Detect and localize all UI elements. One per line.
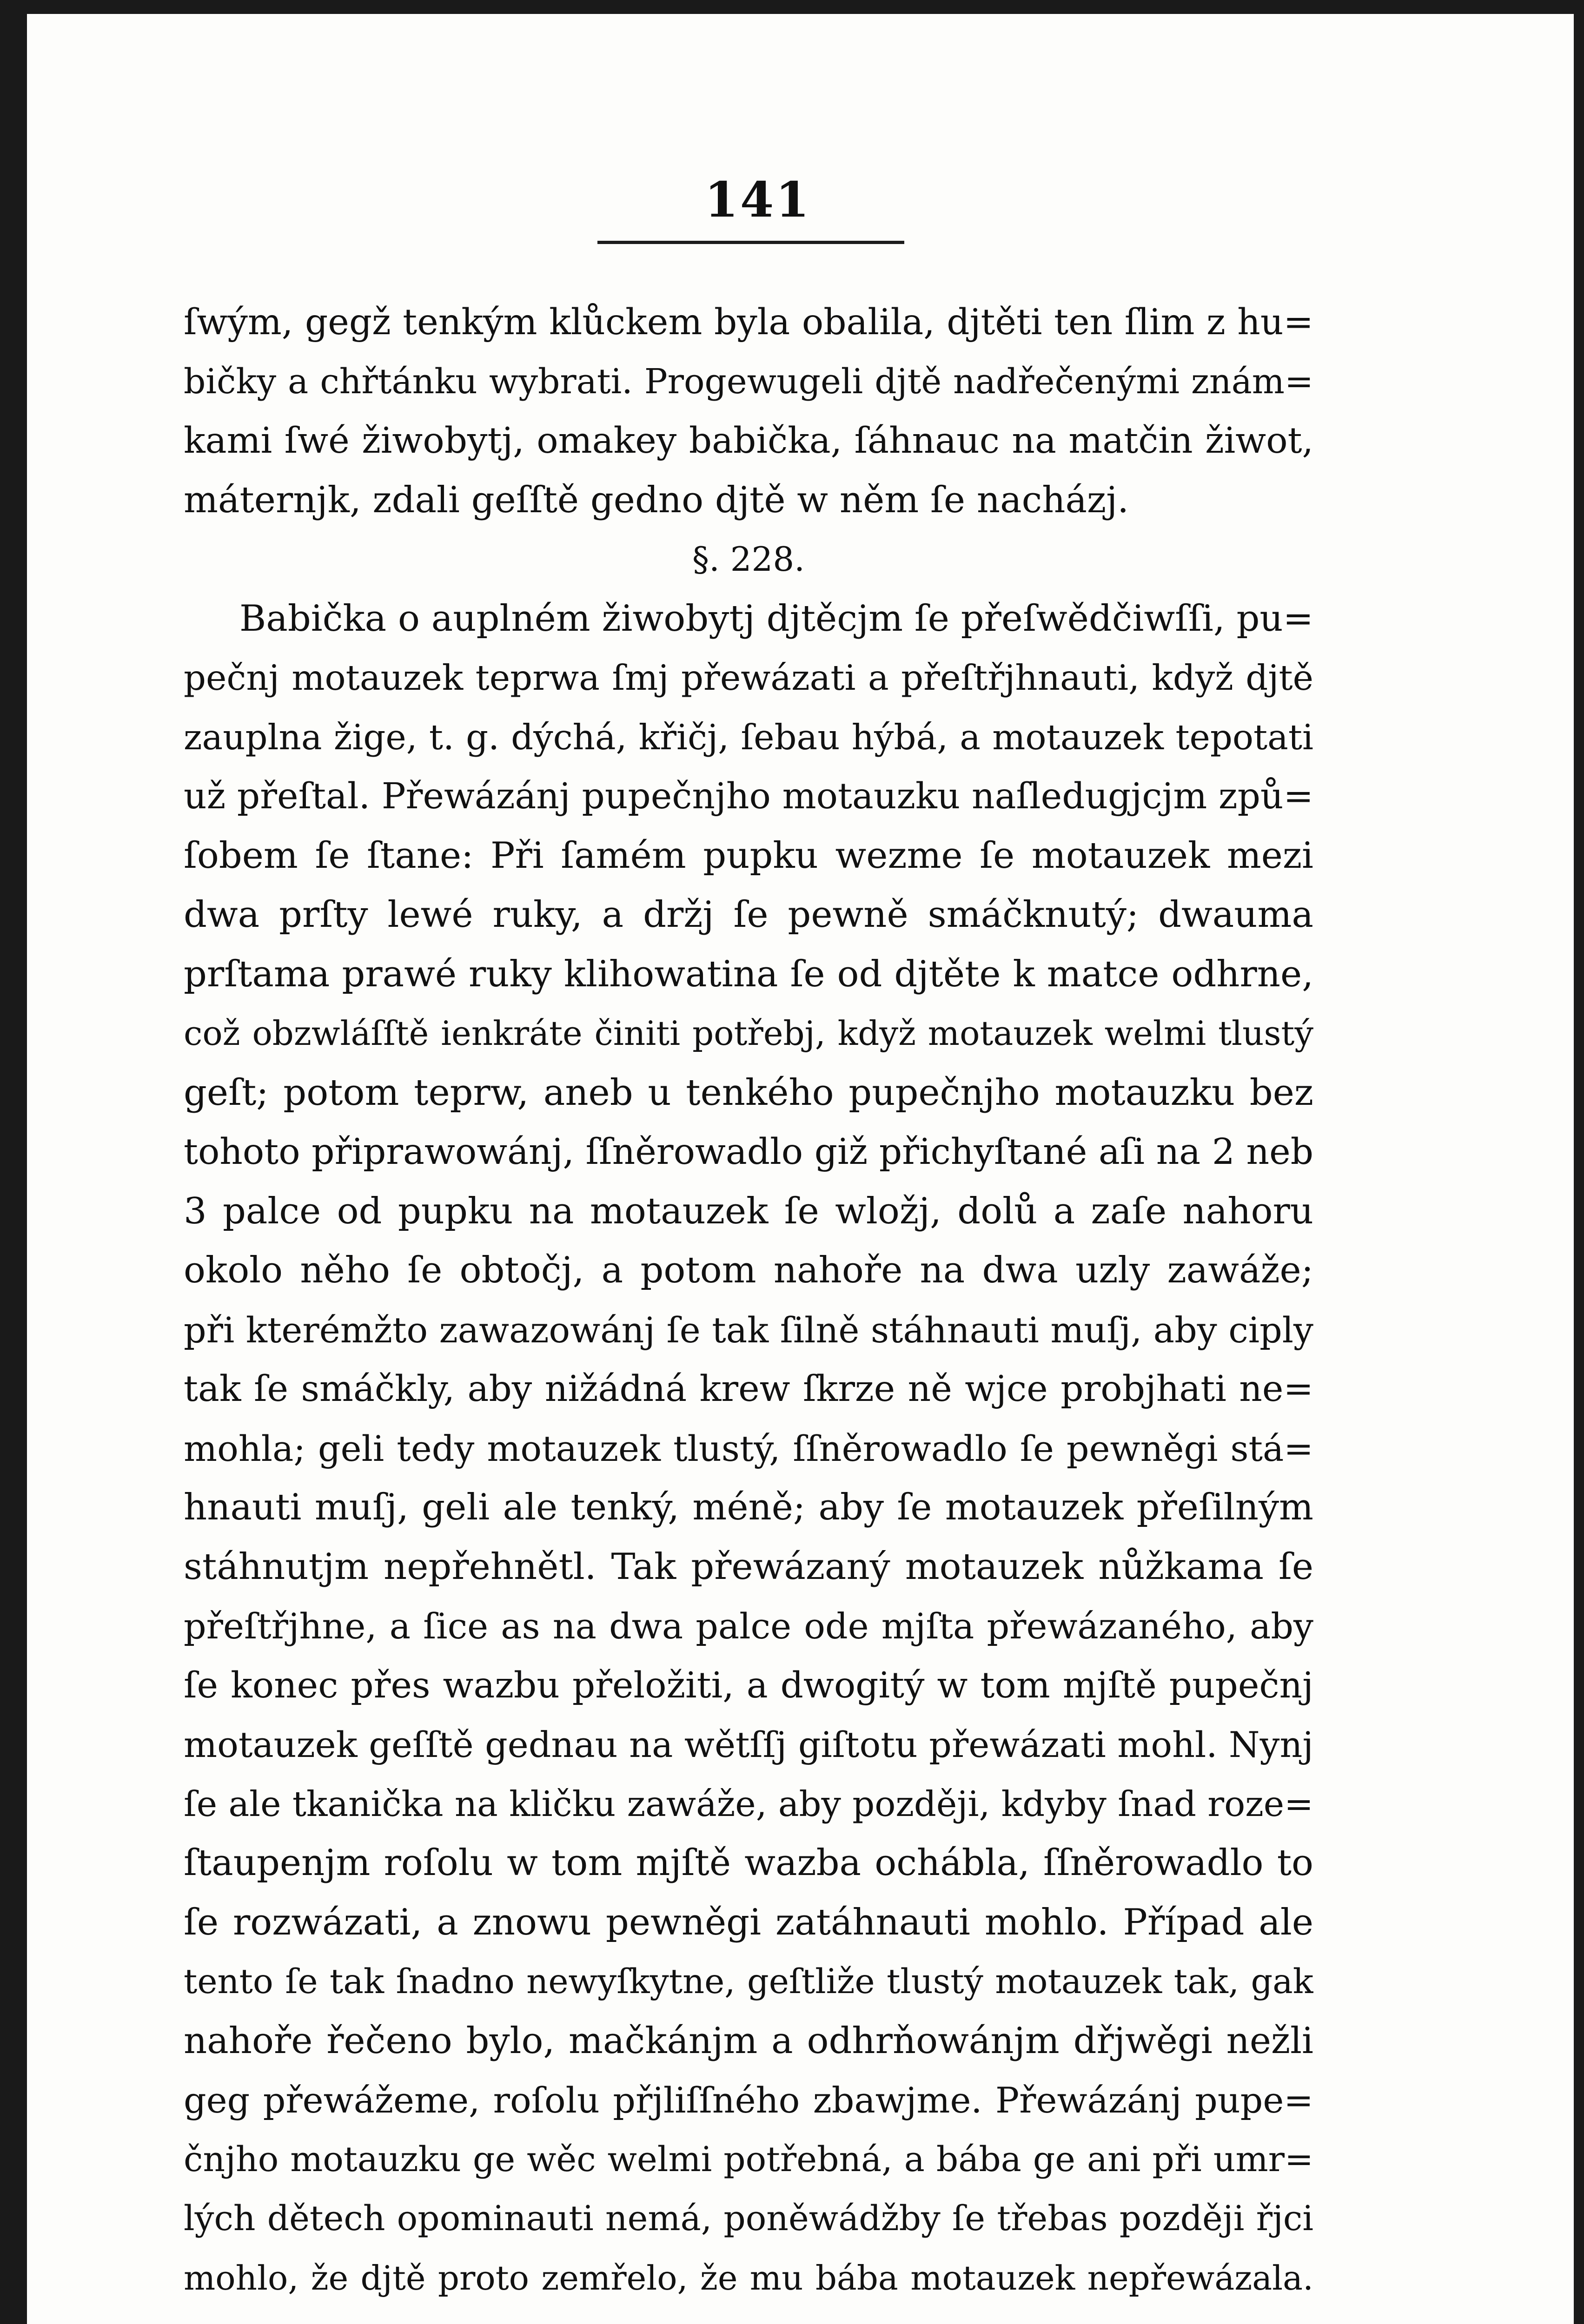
scan-border-right xyxy=(1574,0,1584,2324)
text-line: motauzek geſſtě gednau na wětſſj giſtotu přewázati mohl. Nynj xyxy=(184,1724,1313,1765)
text-line: nahoře řečeno bylo, mačkánjm a odhrňowánjm dřjwěgi nežli xyxy=(184,2020,1313,2062)
text-line: zauplna žige, t. g. dýchá, křičj, ſebau hýbá, a motauzek tepotati xyxy=(184,716,1313,758)
text-line: ſe rozwázati, a znowu pewněgi zatáhnauti mohlo. Případ ale xyxy=(184,1901,1313,1943)
body-text xyxy=(184,293,1313,2308)
text-line: geſt; potom teprw, aneb u tenkého pupečnjho motauzku bez xyxy=(184,1071,1313,1114)
text-line: ſe ale tkanička na kličku zawáže, aby později, kdyby ſnad roze= xyxy=(184,1783,1313,1824)
text-line: tak ſe smáčkly, aby nižádná krew ſkrze ně wjce probjhati ne= xyxy=(184,1368,1313,1410)
text-line: už přeſtal. Přewázánj pupečnjho motauzku naſledugjcjm způ= xyxy=(184,776,1313,817)
text-line: ſwým, gegž tenkým klůckem byla obalila, djtěti ten ſlim z hu= xyxy=(184,302,1313,343)
text-line: Babička o auplném žiwobytj djtěcjm ſe přeſwědčiwſſi, pu= xyxy=(239,597,1313,640)
text-line: máternjk, zdali geſſtě gedno djtě w něm ſe nacházj. xyxy=(184,479,1129,521)
text-line: kami ſwé žiwobytj, omakey babička, ſáhnauc na matčin žiwot, xyxy=(184,420,1313,462)
text-line: bičky a chřtánku wybrati. Progewugeli djtě nadřečenými znám= xyxy=(184,361,1313,402)
text-line: mohla; geli tedy motauzek tlustý, ſſněrowadlo ſe pewněgi stá= xyxy=(184,1427,1313,1469)
scan-border-left xyxy=(0,0,27,2324)
text-line: dwa prſty lewé ruky, a držj ſe pewně smáčknutý; dwauma xyxy=(184,894,1313,936)
header-rule xyxy=(597,241,904,244)
text-line: lých dětech opominauti nemá, poněwádžby ſe třebas později řjci xyxy=(184,2199,1313,2238)
text-line: při kterémžto zawazowánj ſe tak ſilně stáhnauti muſj, aby ciply xyxy=(184,1309,1313,1351)
text-line: tohoto připrawowánj, ſſněrowadlo giž přichyſtané aſi na 2 neb xyxy=(184,1131,1313,1173)
scan-border-top xyxy=(0,0,1584,14)
text-line: pečnj motauzek teprwa ſmj přewázati a přeſtřjhnauti, když djtě xyxy=(184,657,1313,698)
text-line: ſtaupenjm roſolu w tom mjſtě wazba ochábla, ſſněrowadlo to xyxy=(184,1842,1313,1884)
text-line: mohlo, že djtě proto zemřelo, že mu bába motauzek nepřewázala. xyxy=(184,2258,1313,2298)
text-line: okolo něho ſe obtočj, a potom nahoře na dwa uzly zawáže; xyxy=(184,1249,1313,1291)
text-line: prſtama prawé ruky klihowatina ſe od djtěte k matce odhrne, xyxy=(184,953,1313,995)
text-line: ſe konec přes wazbu přeložiti, a dwogitý w tom mjſtě pupečnj xyxy=(184,1664,1313,1706)
text-line: 3 palce od pupku na motauzek ſe wložj, dolů a zaſe nahoru xyxy=(184,1190,1313,1232)
page-number: 141 xyxy=(704,171,811,228)
text-line: geg přewážeme, roſolu přjliſſného zbawjme. Přewázánj pupe= xyxy=(184,2080,1313,2121)
text-line: hnauti muſj, geli ale tenký, méně; aby ſe motauzek přeſilným xyxy=(184,1486,1313,1528)
text-line: přeſtřjhne, a ſice as na dwa palce ode mjſta přewázaného, aby xyxy=(184,1605,1313,1647)
text-line: stáhnutjm nepřehnětl. Tak přewázaný motauzek nůžkama ſe xyxy=(184,1545,1313,1588)
text-line: tento ſe tak ſnadno newyſkytne, geſtliže tlustý motauzek tak, gak xyxy=(184,1962,1313,2001)
text-line: ſobem ſe ſtane: Při ſamém pupku wezme ſe motauzek mezi xyxy=(184,834,1313,877)
text-line: čnjho motauzku ge wěc welmi potřebná, a bába ge ani při umr= xyxy=(184,2139,1313,2179)
text-line: což obzwláſſtě ienkráte činiti potřebj, když motauzek welmi tlustý xyxy=(184,1014,1313,1053)
section-heading: §. 228. xyxy=(692,540,805,579)
